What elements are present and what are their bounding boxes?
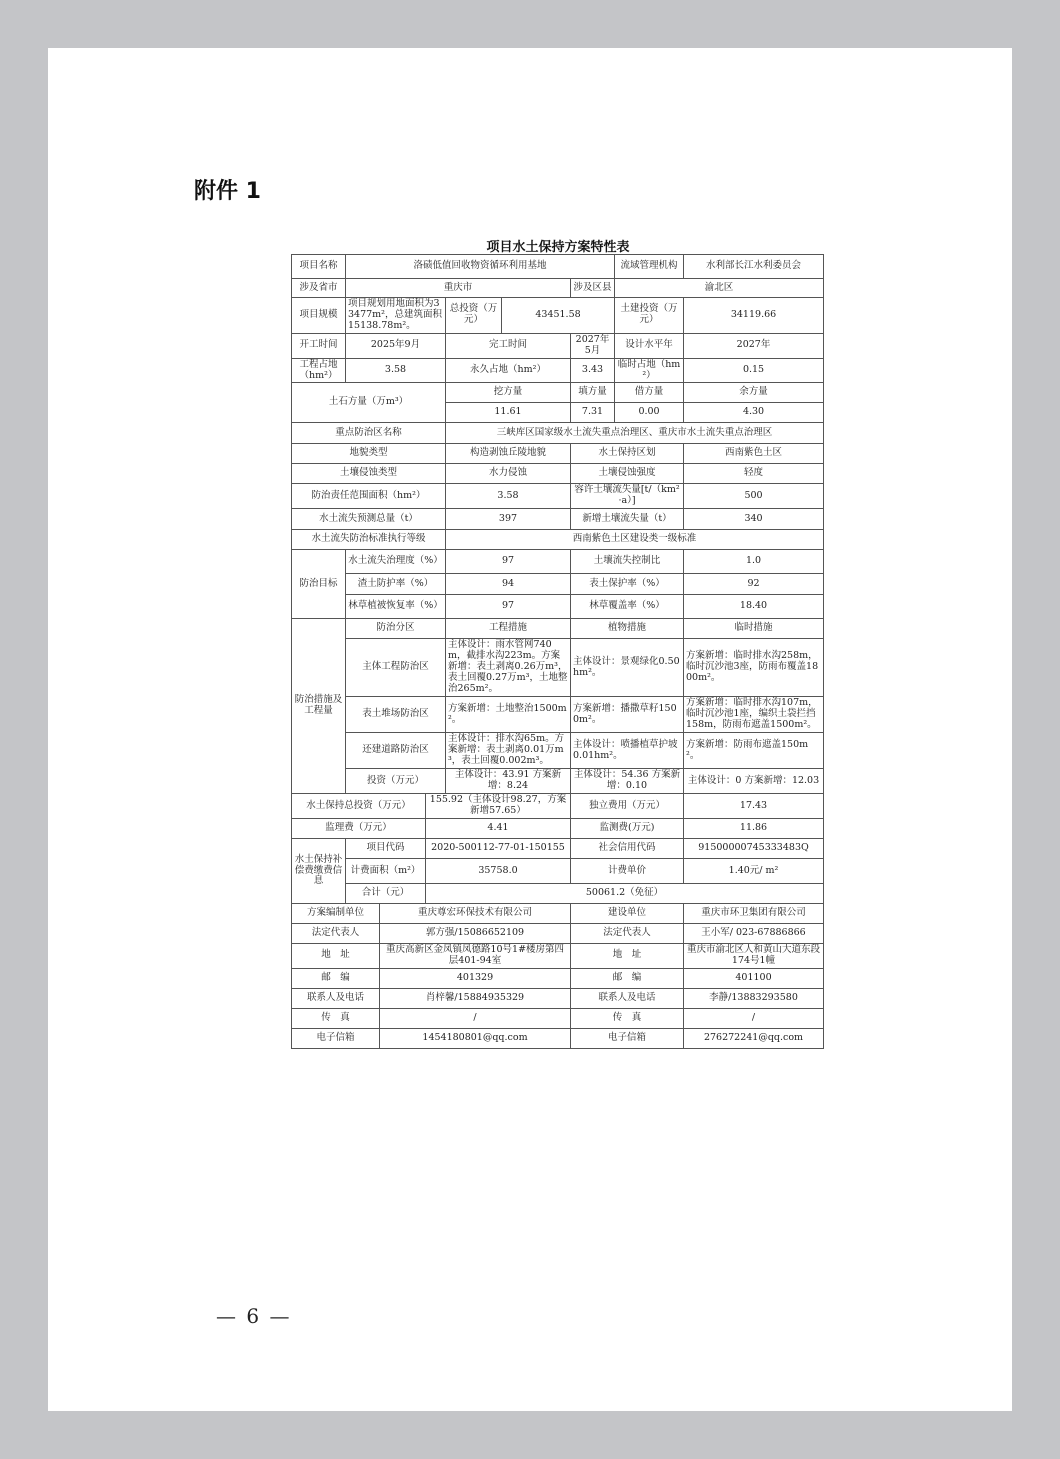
- cell-value: 3.58: [346, 358, 446, 383]
- cell-label: 还建道路防治区: [346, 733, 446, 769]
- table-row: [292, 383, 824, 403]
- attachment-label: 附件 1: [194, 179, 261, 204]
- cell-label: 水土流失预测总量（t）: [292, 509, 446, 530]
- cell-label: 水土保持补偿费缴费信息: [292, 838, 346, 903]
- cell-value: 主体设计：排水沟65m。方案新增：表土剥离0.01万m³，表土回覆0.002m³。: [446, 733, 571, 769]
- cell-value: 重庆市渝北区人和黄山大道东段174号1幢: [684, 943, 824, 968]
- cell-value: 397: [446, 509, 571, 530]
- cell-value: 重庆高新区金凤镇凤德路10号1#楼房第四层401-94室: [380, 943, 571, 968]
- cell-value: 276272241@qq.com: [684, 1028, 824, 1048]
- table-row: [292, 883, 824, 903]
- cell-value: 35758.0: [426, 858, 571, 883]
- cell-value: 2020-500112-77-01-150155: [426, 838, 571, 858]
- cell-value: 郭方强/15086652109: [380, 923, 571, 943]
- cell-label: 水土流失治理度（%）: [346, 550, 446, 574]
- cell-label: 土壤流失控制比: [571, 550, 684, 574]
- cell-label: 重点防治区名称: [292, 423, 446, 444]
- cell-value: 4.41: [426, 818, 571, 838]
- cell-label: 开工时间: [292, 333, 346, 358]
- table-row: [292, 794, 824, 819]
- cell-value: 4.30: [684, 403, 824, 423]
- cell-header: 临时措施: [684, 619, 824, 639]
- cell-value: 轻度: [684, 464, 824, 484]
- cell-label: 社会信用代码: [571, 838, 684, 858]
- cell-value: 1454180801@qq.com: [380, 1028, 571, 1048]
- cell-value: 主体设计：0 方案新增：12.03: [684, 769, 824, 794]
- cell-label: 电子信箱: [292, 1028, 380, 1048]
- cell-value: 主体设计：雨水管网740m，截排水沟223m。方案新增：表土剥离0.26万m³，表土回覆0.27万m³，土地整治265m²。: [446, 639, 571, 697]
- cell-label: 涉及区县: [571, 279, 615, 298]
- table-row: [292, 619, 824, 639]
- cell-value: 李静/13883293580: [684, 988, 824, 1008]
- cell-value: 1.0: [684, 550, 824, 574]
- cell-value: 97: [446, 550, 571, 574]
- table-row: [292, 858, 824, 883]
- cell-value: 西南紫色土区建设类一级标准: [446, 530, 824, 550]
- table-row: [292, 484, 824, 509]
- cell-value: 91500000745333483Q: [684, 838, 824, 858]
- cell-label: 地貌类型: [292, 444, 446, 464]
- cell-label: 独立费用（万元）: [571, 794, 684, 819]
- cell-value: 34119.66: [684, 298, 824, 334]
- cell-value: /: [684, 1008, 824, 1028]
- cell-label: 土壤侵蚀强度: [571, 464, 684, 484]
- cell-label: 邮 编: [571, 968, 684, 988]
- table-row: [292, 464, 824, 484]
- table-title: 项目水土保持方案特性表: [486, 240, 630, 255]
- table-row: [292, 333, 824, 358]
- cell-label: 监测费(万元): [571, 818, 684, 838]
- cell-label: 法定代表人: [292, 923, 380, 943]
- cell-value: 7.31: [571, 403, 615, 423]
- cell-label: 计费单价: [571, 858, 684, 883]
- cell-label: 主体工程防治区: [346, 639, 446, 697]
- cell-label: 工程占地（hm²）: [292, 358, 346, 383]
- table-row: [292, 818, 824, 838]
- cell-value: 主体设计：喷播植草护坡0.01hm²。: [571, 733, 684, 769]
- table-row: [292, 697, 824, 733]
- cell-label: 联系人及电话: [571, 988, 684, 1008]
- table-row: [292, 988, 824, 1008]
- cell-value: 方案新增：土地整治1500m²。: [446, 697, 571, 733]
- cell-label: 建设单位: [571, 903, 684, 923]
- cell-label: 表土保护率（%）: [571, 574, 684, 595]
- table-row: [292, 423, 824, 444]
- table-row: [292, 923, 824, 943]
- cell-header: 挖方量: [446, 383, 571, 403]
- cell-label: 水土流失防治标准执行等级: [292, 530, 446, 550]
- cell-value: 94: [446, 574, 571, 595]
- cell-label: 传 真: [571, 1008, 684, 1028]
- table-row: [292, 279, 824, 298]
- cell-value: 11.86: [684, 818, 824, 838]
- cell-value: 401100: [684, 968, 824, 988]
- cell-header: 工程措施: [446, 619, 571, 639]
- cell-label: 防治责任范围面积（hm²）: [292, 484, 446, 509]
- cell-value: 3.43: [571, 358, 615, 383]
- cell-value: 水利部长江水利委员会: [684, 255, 824, 279]
- cell-label: 林草植被恢复率（%）: [346, 595, 446, 619]
- table-row: [292, 595, 824, 619]
- cell-value: 方案新增：临时排水沟258m，临时沉沙池3座，防雨布覆盖1800m²。: [684, 639, 824, 697]
- cell-label: 计费面积（m²）: [346, 858, 426, 883]
- cell-label: 土壤侵蚀类型: [292, 464, 446, 484]
- cell-header: 防治分区: [346, 619, 446, 639]
- table-row: [292, 639, 824, 697]
- cell-label: 新增土壤流失量（t）: [571, 509, 684, 530]
- table-row: [292, 298, 824, 334]
- cell-label: 渣土防护率（%）: [346, 574, 446, 595]
- cell-label: 地 址: [292, 943, 380, 968]
- cell-label: 水土保持总投资（万元）: [292, 794, 426, 819]
- cell-value: 401329: [380, 968, 571, 988]
- cell-value: 主体设计：54.36 方案新增：0.10: [571, 769, 684, 794]
- table-row: [292, 509, 824, 530]
- cell-label: 土建投资（万元）: [615, 298, 684, 334]
- cell-label: 容许土壤流失量[t/（km²·a）]: [571, 484, 684, 509]
- cell-header: 填方量: [571, 383, 615, 403]
- cell-value: 3.58: [446, 484, 571, 509]
- table-row: [292, 1028, 824, 1048]
- cell-value: 渝北区: [615, 279, 824, 298]
- table-row: [292, 838, 824, 858]
- table-row: [292, 943, 824, 968]
- cell-value: 340: [684, 509, 824, 530]
- table-row: [292, 733, 824, 769]
- cell-value: 方案新增：播撒草籽1500m²。: [571, 697, 684, 733]
- cell-label: 项目名称: [292, 255, 346, 279]
- table-row: [292, 769, 824, 794]
- cell-value: 重庆市: [346, 279, 571, 298]
- cell-value: 重庆市环卫集团有限公司: [684, 903, 824, 923]
- cell-label: 投资（万元）: [346, 769, 446, 794]
- cell-value: 主体设计：景观绿化0.50hm²。: [571, 639, 684, 697]
- cell-value: 方案新增：防雨布遮盖150m²。: [684, 733, 824, 769]
- cell-value: 2025年9月: [346, 333, 446, 358]
- cell-label: 地 址: [571, 943, 684, 968]
- cell-label: 涉及省市: [292, 279, 346, 298]
- table-row: [292, 903, 824, 923]
- cell-label: 表土堆场防治区: [346, 697, 446, 733]
- cell-value: 500: [684, 484, 824, 509]
- cell-label: 电子信箱: [571, 1028, 684, 1048]
- cell-header: 借方量: [615, 383, 684, 403]
- cell-value: 0.15: [684, 358, 824, 383]
- cell-label: 土石方量（万m³）: [292, 383, 446, 423]
- cell-label: 邮 编: [292, 968, 380, 988]
- cell-label: 合计（元）: [346, 883, 426, 903]
- cell-label: 法定代表人: [571, 923, 684, 943]
- cell-value: 2027年5月: [571, 333, 615, 358]
- cell-value: 水力侵蚀: [446, 464, 571, 484]
- cell-value: 三峡库区国家级水土流失重点治理区、重庆市水土流失重点治理区: [446, 423, 824, 444]
- table-row: [292, 550, 824, 574]
- cell-value: 方案新增：临时排水沟107m，临时沉沙池1座，编织土袋拦挡158m，防雨布遮盖1500m²。: [684, 697, 824, 733]
- cell-value: /: [380, 1008, 571, 1028]
- cell-label: 水土保持区划: [571, 444, 684, 464]
- cell-label: 联系人及电话: [292, 988, 380, 1008]
- cell-label: 项目规模: [292, 298, 346, 334]
- cell-label: 临时占地（hm²）: [615, 358, 684, 383]
- table-row: [292, 968, 824, 988]
- cell-value: 50061.2（免征）: [426, 883, 824, 903]
- cell-value: 主体设计：43.91 方案新增：8.24: [446, 769, 571, 794]
- cell-label: 设计水平年: [615, 333, 684, 358]
- cell-value: 18.40: [684, 595, 824, 619]
- cell-value: 1.40元/ m²: [684, 858, 824, 883]
- cell-value: 92: [684, 574, 824, 595]
- cell-value: 43451.58: [502, 298, 615, 334]
- cell-value: 155.92（主体设计98.27，方案新增57.65）: [426, 794, 571, 819]
- cell-label: 项目代码: [346, 838, 426, 858]
- cell-label: 流域管理机构: [615, 255, 684, 279]
- cell-value: 项目规划用地面积为33477m²，总建筑面积15138.78m²。: [346, 298, 446, 334]
- cell-value: 构造剥蚀丘陵地貌: [446, 444, 571, 464]
- cell-label: 传 真: [292, 1008, 380, 1028]
- cell-value: 0.00: [615, 403, 684, 423]
- cell-header: 余方量: [684, 383, 824, 403]
- characteristics-table: [291, 254, 824, 1049]
- table-row: [292, 255, 824, 279]
- cell-label: 监理费（万元）: [292, 818, 426, 838]
- cell-header: 植物措施: [571, 619, 684, 639]
- page-number: — 6 —: [216, 1304, 292, 1328]
- cell-value: 肖梓馨/15884935329: [380, 988, 571, 1008]
- cell-value: 17.43: [684, 794, 824, 819]
- table-row: [292, 444, 824, 464]
- cell-value: 2027年: [684, 333, 824, 358]
- table-row: [292, 1008, 824, 1028]
- cell-value: 97: [446, 595, 571, 619]
- cell-value: 西南紫色土区: [684, 444, 824, 464]
- cell-value: 洛碛低值回收物资循环利用基地: [346, 255, 615, 279]
- table-row: [292, 574, 824, 595]
- cell-label: 防治措施及工程量: [292, 619, 346, 794]
- cell-value: 王小军/ 023-67886866: [684, 923, 824, 943]
- table-row: [292, 358, 824, 383]
- cell-label: 方案编制单位: [292, 903, 380, 923]
- cell-value: 重庆尊宏环保技术有限公司: [380, 903, 571, 923]
- cell-label: 完工时间: [446, 333, 571, 358]
- cell-label: 防治目标: [292, 550, 346, 619]
- document-page: [48, 48, 1012, 1411]
- cell-label: 林草覆盖率（%）: [571, 595, 684, 619]
- cell-value: 11.61: [446, 403, 571, 423]
- table-row: [292, 530, 824, 550]
- cell-label: 永久占地（hm²）: [446, 358, 571, 383]
- cell-label: 总投资（万元）: [446, 298, 502, 334]
